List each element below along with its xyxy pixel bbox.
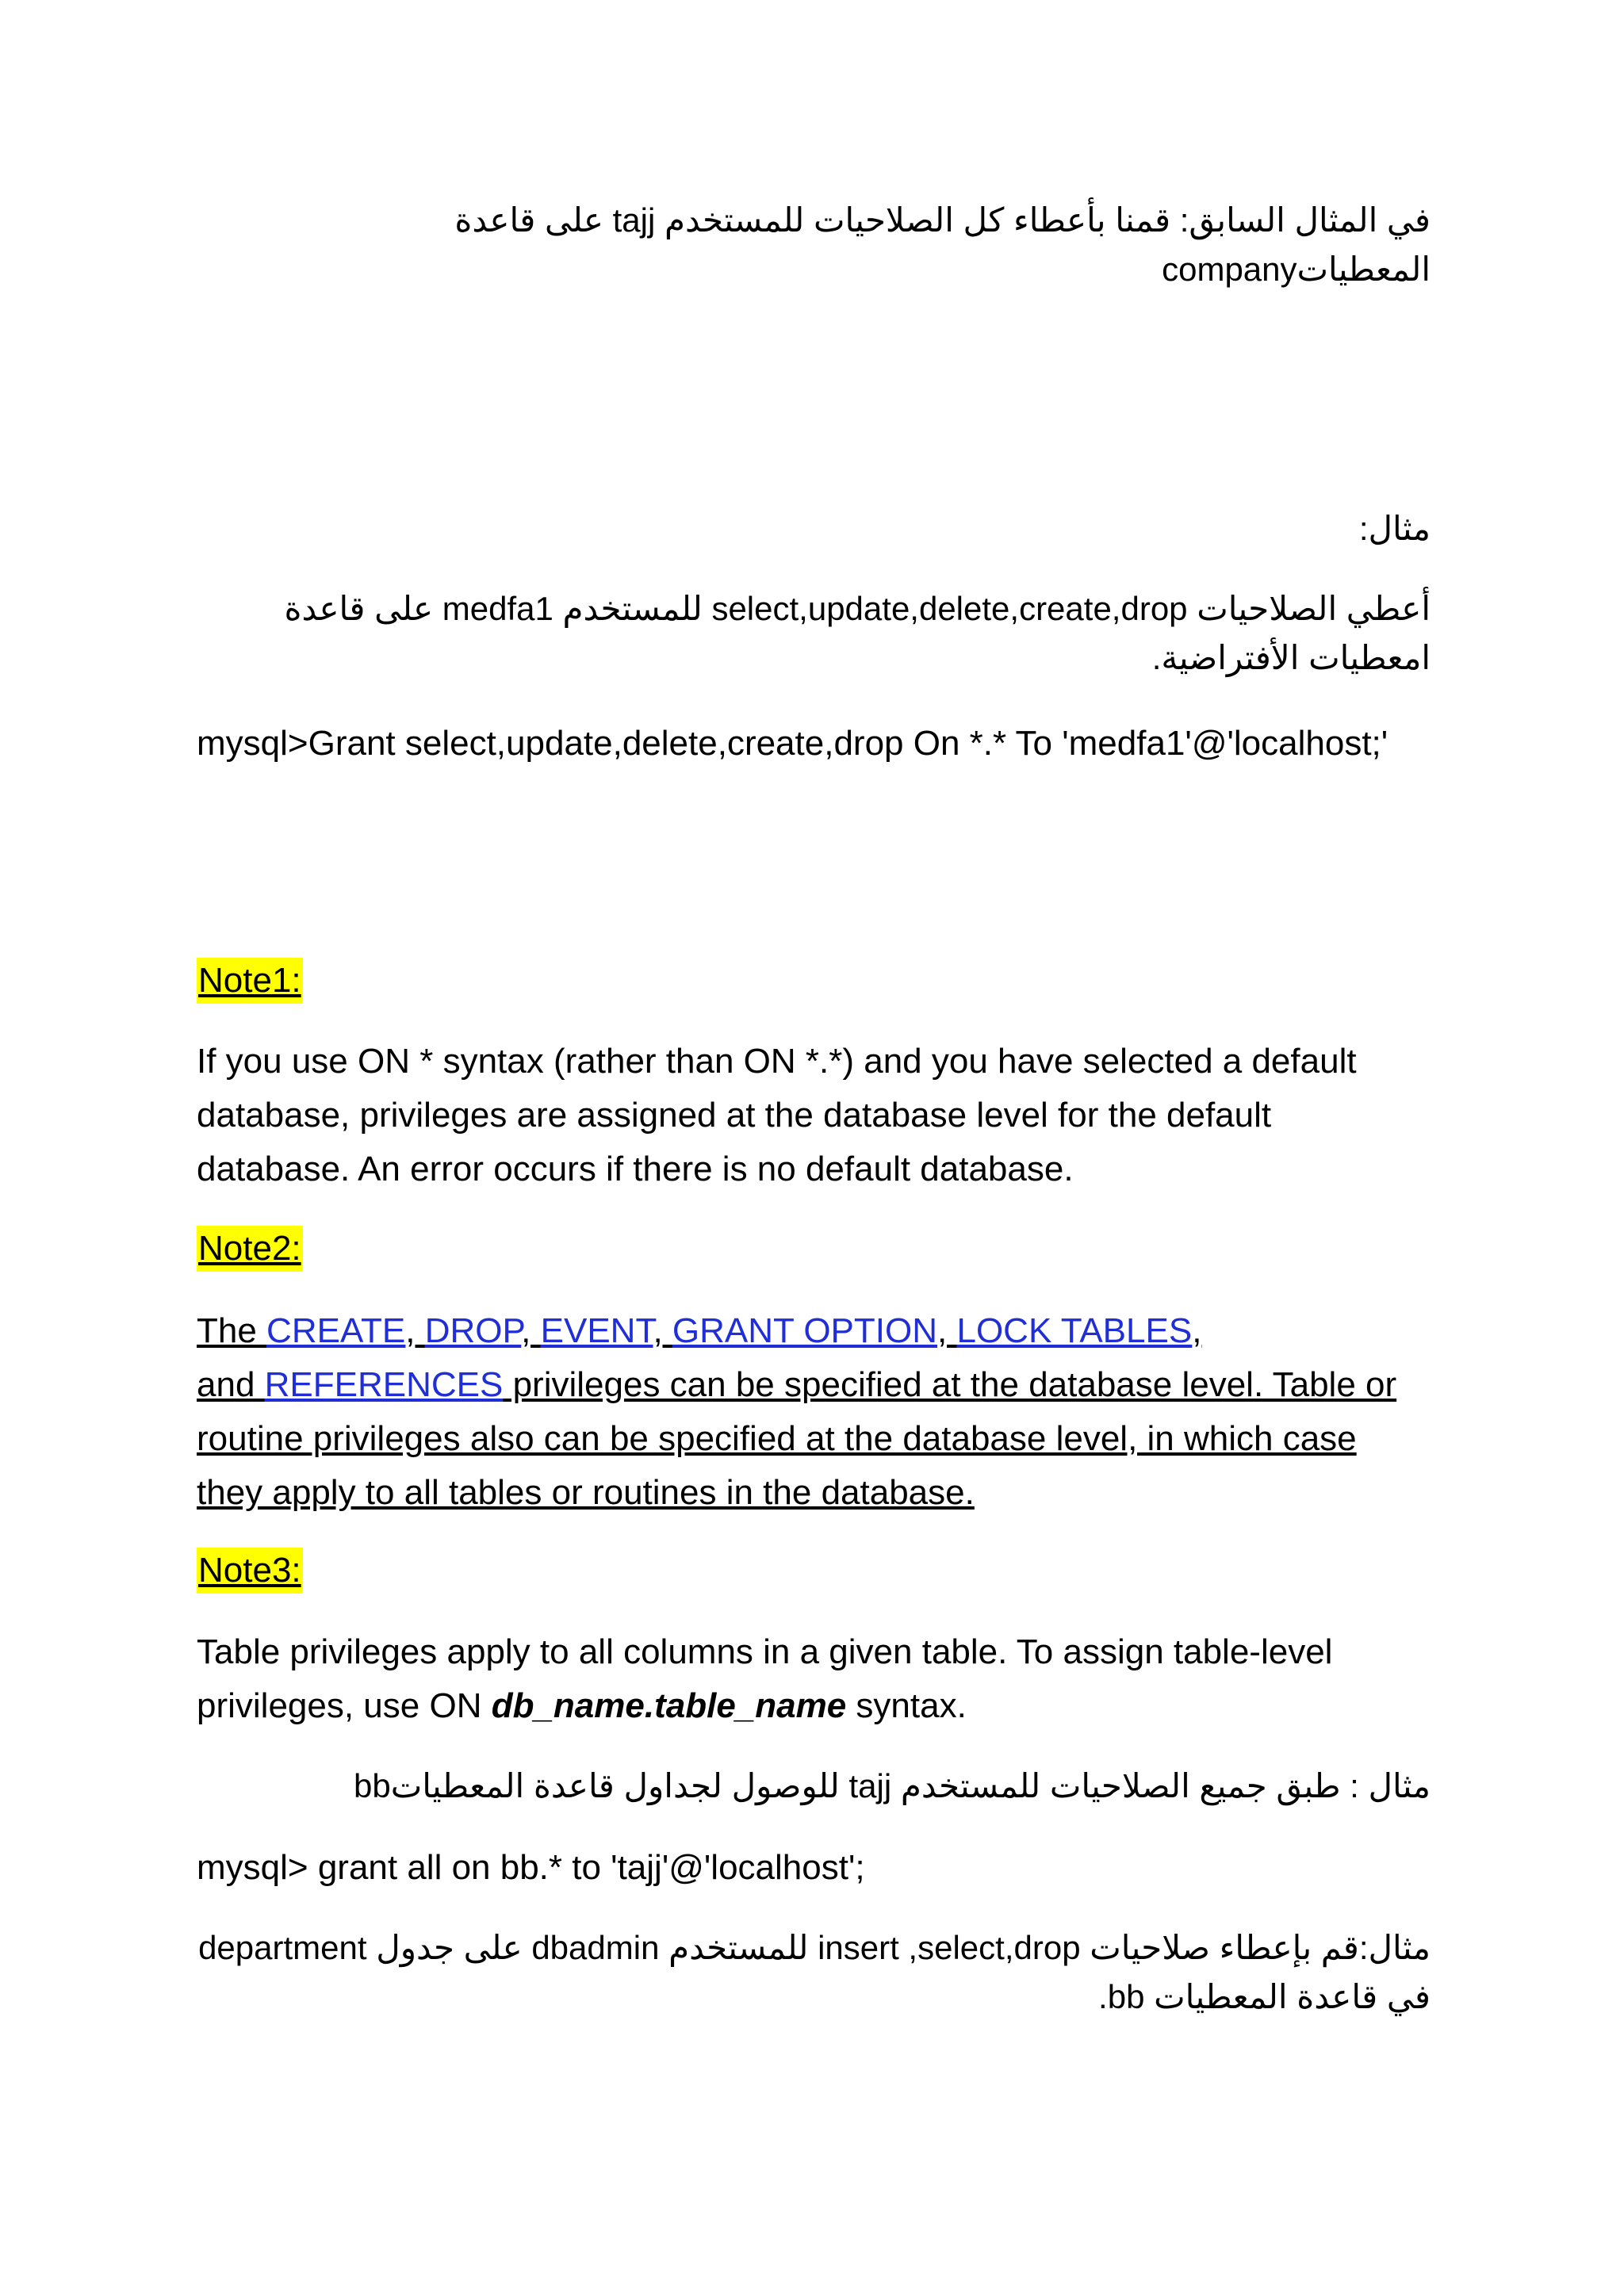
link-grant-option[interactable]: GRANT OPTION — [672, 1311, 938, 1350]
link-lock-tables[interactable]: LOCK TABLES — [956, 1311, 1193, 1350]
link-create[interactable]: CREATE — [266, 1311, 406, 1350]
link-event[interactable]: EVENT — [540, 1311, 653, 1350]
note1-label: Note1: — [197, 958, 303, 1004]
note2-text-rest: privileges can be specified at the database level. Table or routine privileges also can be specified at the database level, in which case they apply to all tables or routines in the database. — [197, 1365, 1397, 1512]
intro-paragraph: في المثال السابق: قمنا بأعطاء كل الصلاحيات للمستخدم tajj على قاعدة المعطياتcompany — [454, 201, 1431, 288]
note2-label-row — [197, 1226, 1431, 1272]
grant-command-1: mysql>Grant select,update,delete,create,drop On *.* To 'medfa1'@'localhost;' — [197, 724, 1388, 763]
note3-syntax: db_name.table_name — [491, 1686, 847, 1725]
note2-text-and: and — [197, 1365, 265, 1404]
note1-label-row — [197, 958, 1431, 1004]
note3-label-row — [197, 1548, 1431, 1594]
note3-label: Note3: — [197, 1548, 303, 1594]
link-references[interactable]: REFERENCES — [264, 1365, 504, 1404]
note2-text: The CREATE, DROP, EVENT, GRANT OPTION, LOCK TABLES, and REFERENCES privileges can be specified at the database level. Table or routine privileges also can be specified at the database level, in which case they apply to all tables or routines in the database. — [197, 1311, 1397, 1512]
example-1-heading: مثال: — [1358, 510, 1431, 547]
note2-label: Note2: — [197, 1226, 303, 1272]
link-drop[interactable]: DROP — [424, 1311, 522, 1350]
example-3-text: مثال:قم بإعطاء صلاحيات insert ,select,drop للمستخدم dbadmin على جدول department في قاعدة المعطيات bb. — [198, 1929, 1431, 2015]
note3-text: Table privileges apply to all columns in a given table. To assign table-level privileges, use ON db_name.table_name syntax. — [197, 1632, 1333, 1725]
example-1-text: أعطي الصلاحيات select,update,delete,create,drop للمستخدم medfa1 على قاعدة امعطيات الأفتراضية. — [284, 590, 1431, 676]
note1-text: If you use ON * syntax (rather than ON *.*) and you have selected a default database, privileges are assigned at the database level for the default database. An error occurs if there is no default database. — [197, 1042, 1357, 1188]
note2-text-prefix: The — [197, 1311, 267, 1350]
grant-command-2: mysql> grant all on bb.* to 'tajj'@'localhost'; — [197, 1848, 865, 1887]
example-2-text: مثال : طبق جميع الصلاحيات للمستخدم tajj للوصول لجداول قاعدة المعطياتbb — [353, 1767, 1431, 1804]
